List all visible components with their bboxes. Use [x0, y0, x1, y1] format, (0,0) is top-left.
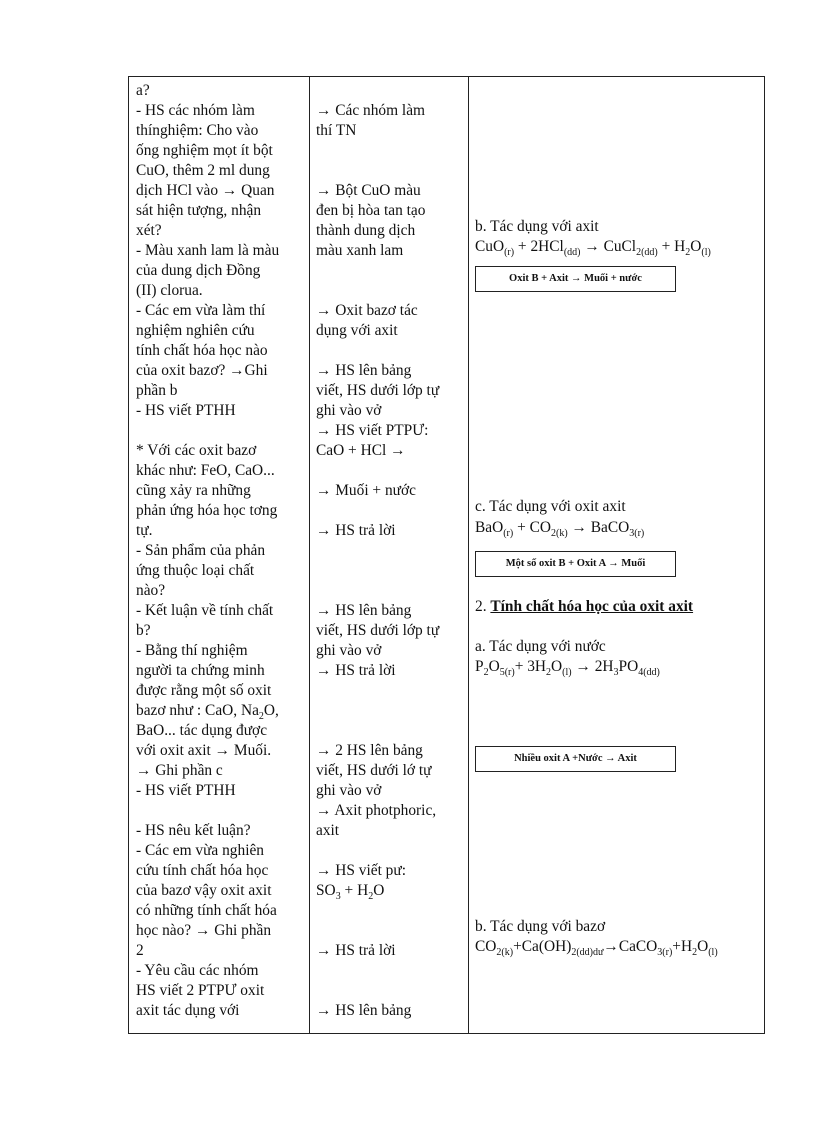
student-line: → Muối + nước	[316, 482, 416, 499]
teacher-line: tính chất hóa học nào	[136, 342, 268, 359]
rule-box-base-acid: Oxit B + Axit → Muối + nước	[475, 266, 676, 292]
teacher-line: học nào? → Ghi phần	[136, 922, 272, 939]
section-b-title: b. Tác dụng với axit	[475, 218, 599, 235]
student-line	[316, 981, 471, 1001]
teacher-line: với oxit axit → Muối.	[136, 742, 272, 759]
student-line	[316, 921, 471, 941]
student-line	[316, 281, 471, 301]
student-line	[316, 501, 471, 521]
teacher-line: của oxit bazơ? →Ghi	[136, 362, 268, 379]
teacher-line: HS viết 2 PTPƯ oxit	[136, 982, 265, 999]
student-line: → Các nhóm làm	[316, 102, 425, 119]
student-line: → HS viết pư:	[316, 862, 406, 879]
student-line: ghi vào vở	[316, 642, 382, 659]
student-line: → HS trả lời	[316, 522, 396, 539]
teacher-line: - Kết luận về tính chất	[136, 602, 274, 619]
teacher-line: có những tính chất hóa	[136, 902, 277, 919]
teacher-line: - HS các nhóm làm	[136, 102, 255, 119]
teacher-line: thínghiệm: Cho vào	[136, 122, 259, 139]
teacher-line: - HS viết PTHH	[136, 402, 236, 419]
student-line: $SO_3 + H_2O$	[316, 882, 385, 903]
teacher-line: axit tác dụng với	[136, 1002, 240, 1019]
teacher-line: dịch HCl vào → Quan	[136, 182, 275, 199]
teacher-line: → Ghi phần c	[136, 762, 223, 779]
student-line	[316, 721, 471, 741]
student-line	[316, 341, 471, 361]
student-line	[316, 841, 471, 861]
student-line: ghi vào vở	[316, 782, 382, 799]
student-line: viết, HS dưới lớp tự	[316, 382, 440, 399]
student-line: → Bột CuO màu	[316, 182, 421, 199]
teacher-line: nào?	[136, 582, 166, 599]
student-line: → Axit photphoric,	[316, 802, 437, 819]
teacher-line: của bazơ vậy oxit axit	[136, 882, 272, 899]
teacher-line: ống nghiệm mọt ít bột	[136, 142, 273, 159]
student-line: viết, HS dưới lớ tự	[316, 762, 432, 779]
student-line	[316, 81, 471, 101]
teacher-line: sát hiện tượng, nhận	[136, 202, 262, 219]
student-line	[316, 541, 471, 561]
student-line	[316, 561, 471, 581]
section-2-heading: 2. Tính chất hóa học của oxit axit	[475, 598, 694, 615]
teacher-line: nghiệm nghiên cứu	[136, 322, 255, 339]
teacher-line: phản ứng hóa học tơng	[136, 502, 278, 519]
student-line	[316, 581, 471, 601]
student-line: axit	[316, 822, 340, 839]
teacher-line: b?	[136, 622, 151, 639]
teacher-line: người ta chứng minh	[136, 662, 265, 679]
teacher-activity-column	[136, 81, 308, 1021]
teacher-line: 2	[136, 942, 144, 959]
teacher-line: xét?	[136, 222, 162, 239]
teacher-line: - Bằng thí nghiệm	[136, 642, 248, 659]
rule-box-base-acidic-oxide: Một số oxit B + Oxit A → Muối	[475, 551, 676, 577]
student-line	[316, 161, 471, 181]
teacher-line: - HS nêu kết luận?	[136, 822, 251, 839]
section-a-title: a. Tác dụng với nước	[475, 638, 606, 655]
student-line: viết, HS dưới lớp tự	[316, 622, 440, 639]
teacher-line: phần b	[136, 382, 178, 399]
student-line	[316, 901, 471, 921]
teacher-line: cũng xảy ra những	[136, 482, 251, 499]
teacher-line: a?	[136, 82, 150, 99]
column-divider-1	[309, 77, 310, 1033]
teacher-line: cứu tính chất hóa học	[136, 862, 269, 879]
equation-cuo-hcl: CuO$_{(r)}$ + 2HCl$_{(dd)}$ → CuCl$_{2(dd)}$ + $H_2O_{(l)}$	[475, 238, 711, 259]
teacher-line: - Các em vừa nghiên	[136, 842, 265, 859]
teacher-line: - Sản phẩm của phản	[136, 542, 266, 559]
student-line	[316, 261, 471, 281]
section-b2-title: b. Tác dụng với bazơ	[475, 918, 606, 935]
section-c-title: c. Tác dụng với oxit axit	[475, 498, 626, 515]
teacher-line	[136, 421, 308, 441]
teacher-line: của dung dịch Đồng	[136, 262, 261, 279]
teacher-line: được rằng một số oxit	[136, 682, 272, 699]
student-line: dụng với axit	[316, 322, 398, 339]
teacher-line: khác như: FeO, CaO...	[136, 462, 275, 479]
student-line: → HS lên bảng	[316, 1002, 412, 1019]
teacher-line: bazơ như : CaO, $Na_2O$,	[136, 702, 279, 723]
rule-box-acidic-oxide-water: Nhiều oxit A +Nước → Axit	[475, 746, 676, 772]
teacher-line: - HS viết PTHH	[136, 782, 236, 799]
student-line: → HS lên bảng	[316, 602, 412, 619]
teacher-line	[136, 801, 308, 821]
teacher-line: - Yêu cầu các nhóm	[136, 962, 259, 979]
student-line: CaO + HCl →	[316, 442, 406, 459]
student-line: màu xanh lam	[316, 242, 404, 259]
equation-bao-co2: $BaO_{(r)} + CO_{2(k)}$ → BaCO$_{3(r)}$	[475, 519, 645, 540]
student-activity-column	[316, 81, 471, 1021]
student-line: thí TN	[316, 122, 357, 139]
student-line: đen bị hòa tan tạo	[316, 202, 426, 219]
student-line	[316, 461, 471, 481]
content-column	[469, 77, 766, 1033]
student-line: → Oxit bazơ tác	[316, 302, 418, 319]
teacher-line: - Màu xanh lam là màu	[136, 242, 280, 259]
student-line	[316, 681, 471, 701]
teacher-line: * Với các oxit bazơ	[136, 442, 257, 459]
student-line: → HS trả lời	[316, 942, 396, 959]
teacher-line: (II) clorua.	[136, 282, 203, 299]
student-line: thành dung dịch	[316, 222, 416, 239]
student-line: → HS viết PTPƯ:	[316, 422, 429, 439]
equation-p2o5-h2o: $P_2O_{5(r)}+ 3H_2O_{(l)} \to 2H_3PO_{4(dd)}$	[475, 658, 660, 679]
student-line: ghi vào vở	[316, 402, 382, 419]
teacher-line: ứng thuộc loại chất	[136, 562, 255, 579]
student-line	[316, 961, 471, 981]
lesson-table	[128, 76, 765, 1034]
student-line: → 2 HS lên bảng	[316, 742, 423, 759]
teacher-line: CuO, thêm 2 ml dung	[136, 162, 270, 179]
student-line: → HS lên bảng	[316, 362, 412, 379]
teacher-line: BaO... tác dụng được	[136, 722, 268, 739]
student-line: → HS trả lời	[316, 662, 396, 679]
teacher-line: tự.	[136, 522, 153, 539]
student-line	[316, 701, 471, 721]
teacher-line: - Các em vừa làm thí	[136, 302, 266, 319]
student-line	[316, 141, 471, 161]
equation-co2-caoh2: $CO_{2(k)}+Ca(OH)_{2(dd)dư}\to CaCO_{3(r)}+H_2O_{(l)}$	[475, 938, 718, 959]
